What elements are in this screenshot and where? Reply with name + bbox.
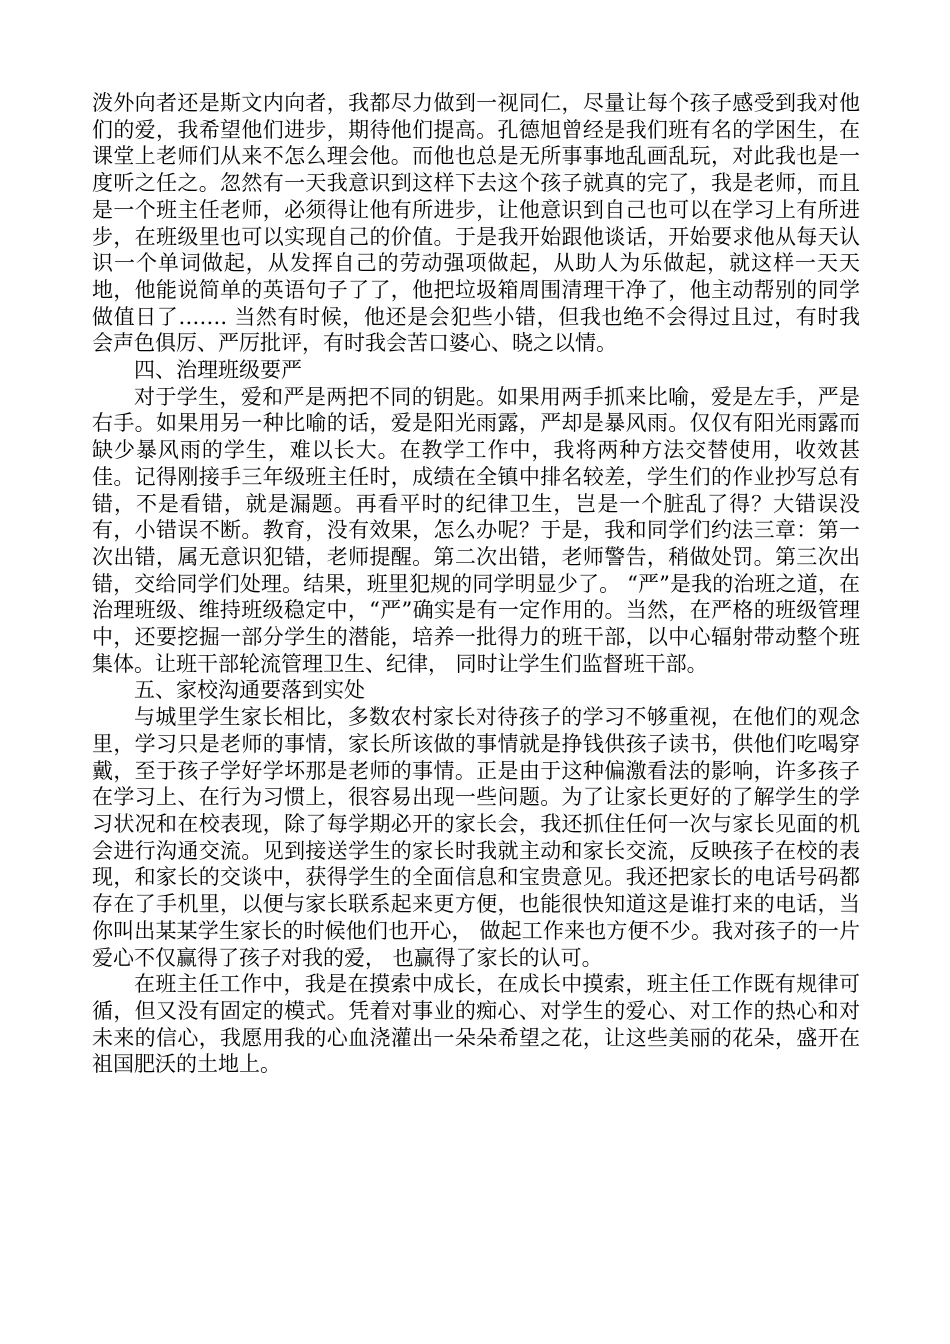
- section-heading-home-school-communication: 五、家校沟通要落到实处: [134, 678, 365, 703]
- paragraph-love-and-strictness: 对于学生，爱和严是两把不同的钥匙。如果用两手抓来比喻，爱是左手，严是右手。如果用另一种比喻的话，爱是阳光雨露，严却是暴风雨。仅仅有阳光雨露而缺少暴风雨的学生，难以长大。在教学工作中，我将两种方法交替使用，收效甚佳。记得刚接手三年级班主任时，成绩在全镇中排名较差，学生们的作业抄写总有错，不是看错，就是漏题。再看平时的纪律卫生，岂是一个脏乱了得？大错误没有，小错误不断。教育，没有效果，怎么办呢？于是，我和同学们约法三章：第一次出错，属无意识犯错，老师提醒。第二次出错，老师警告，稍做处罚。第三次出错，交给同学们处理。结果，班里犯规的同学明显少了。 “严”是我的治班之道，在治理班级、维持班级稳定中，“严”确实是有一定作用的。当然，在严格的班级管理中，还要挖掘一部分学生的潜能，培养一批得力的班干部，以中心辐射带动整个班集体。让班干部轮流管理卫生、纪律， 同时让学生们监督班干部。: [92, 384, 860, 676]
- paragraph-conclusion: 在班主任工作中，我是在摸索中成长，在成长中摸索，班主任工作既有规律可循，但又没有固定的模式。凭着对事业的痴心、对学生的爱心、对工作的热心和对未来的信心，我愿用我的心血浇灌出一朵朵希望之花，让这些美丽的花朵，盛开在祖国肥沃的土地上。: [92, 972, 860, 1077]
- section-heading-strict-management: 四、治理班级要严: [134, 358, 302, 383]
- paragraph-kong-dexu: 泼外向者还是斯文内向者，我都尽力做到一视同仁，尽量让每个孩子感受到我对他们的爱，我希望他们进步，期待他们提高。孔德旭曾经是我们班有名的学困生，在课堂上老师们从来不怎么理会他。而他也总是无所事事地乱画乱玩，对此我也是一度听之任之。忽然有一天我意识到这样下去这个孩子就真的完了，我是老师，而且是一个班主任老师，必须得让他有所进步，让他意识到自己也可以在学习上有所进步，在班级里也可以实现自己的价值。于是我开始跟他谈话，开始要求他从每天认识一个单词做起，从发挥自己的劳动强项做起，从助人为乐做起，就这样一天天地，他能说简单的英语句子了了，他把垃圾箱周围清理干净了，他主动帮别的同学做值日了……. 当然有时候，他还是会犯些小错，但我也绝不会得过且过，有时我会声色俱厉、严厉批评，有时我会苦口婆心、晓之以情。: [92, 91, 860, 356]
- paragraph-parent-communication: 与城里学生家长相比，多数农村家长对待孩子的学习不够重视，在他们的观念里，学习只是老师的事情，家长所该做的事情就是挣钱供孩子读书，供他们吃喝穿戴，至于孩子学好学坏那是老师的事情。正是由于这种偏激看法的影响，许多孩子在学习上、在行为习惯上，很容易出现一些问题。为了让家长更好的了解学生的学习状况和在校表现，除了每学期必开的家长会，我还抓住任何一次与家长见面的机会进行沟通交流。见到接送学生的家长时我就主动和家长交流，反映孩子在校的表现，和家长的交谈中，获得学生的全面信息和宝贵意见。我还把家长的电话号码都存在了手机里，以便与家长联系起来更方便，也能很快知道这是谁打来的电话，当你叫出某某学生家长的时候他们也开心， 做起工作来也方便不少。我对孩子的一片爱心不仅赢得了孩子对我的爱， 也赢得了家长的认可。: [92, 705, 860, 970]
- document-page: [92, 90, 860, 1078]
